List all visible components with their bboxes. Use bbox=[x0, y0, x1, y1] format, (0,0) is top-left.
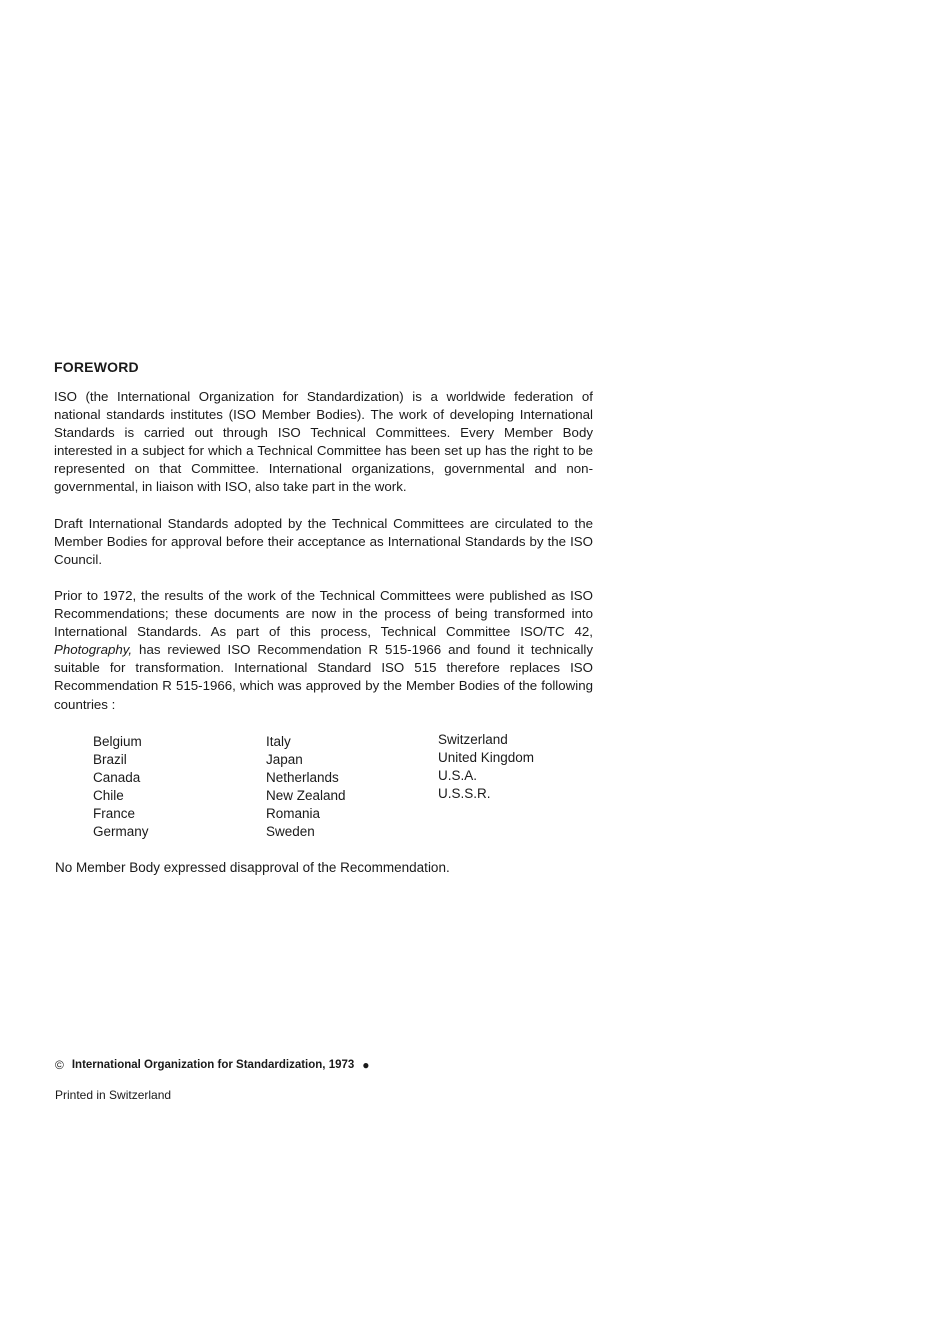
country-item: Germany bbox=[93, 823, 149, 839]
copyright-icon: © bbox=[55, 1058, 64, 1072]
paragraph-3-italic-title: Photography, bbox=[54, 642, 133, 658]
country-item: U.S.S.R. bbox=[438, 785, 491, 801]
country-item: France bbox=[93, 805, 136, 821]
country-item: United Kingdom bbox=[438, 749, 535, 765]
countries-column-1 bbox=[93, 733, 149, 840]
country-item: Romania bbox=[266, 805, 321, 821]
paragraph-3-text-a: Prior to 1972, the results of the work of the Technical Committees were published as ISO Recommendations; these documents are now in the process of being transformed into International Standards. As part of this process, Technical Committee ISO/TC 42, bbox=[54, 588, 593, 640]
countries-column-2 bbox=[266, 733, 346, 840]
paragraph-draft-standards: Draft International Standards adopted by the Technical Committees are circulated to the Member Bodies for approval before their acceptance as International Standards by the ISO Council. bbox=[54, 516, 593, 568]
copyright-text: International Organization for Standardization, 1973 bbox=[71, 1059, 355, 1071]
printed-in-line: Printed in Switzerland bbox=[55, 1088, 172, 1102]
closing-statement: No Member Body expressed disapproval of the Recommendation. bbox=[55, 860, 450, 875]
paragraph-3-text-b: has reviewed ISO Recommendation R 515-1966 and found it technically suitable for transformation. International Standard ISO 515 therefore replaces ISO Recommendation R 515-1966, which was approved by the Member Bodies of the following countries : bbox=[54, 642, 593, 712]
country-item: Netherlands bbox=[266, 769, 339, 785]
paragraph-recommendations bbox=[54, 587, 593, 714]
bullet-icon: ● bbox=[362, 1058, 370, 1072]
copyright-line bbox=[55, 1058, 370, 1072]
country-item: Sweden bbox=[266, 823, 315, 839]
foreword-heading: FOREWORD bbox=[54, 359, 139, 375]
country-item: Italy bbox=[266, 734, 291, 749]
country-item: New Zealand bbox=[266, 787, 346, 803]
countries-column-3 bbox=[438, 731, 534, 803]
country-item: Brazil bbox=[93, 751, 127, 767]
country-item: Switzerland bbox=[438, 732, 508, 747]
country-item: Canada bbox=[93, 769, 141, 785]
country-item: Japan bbox=[266, 751, 303, 767]
country-item: Chile bbox=[93, 787, 124, 803]
country-item: U.S.A. bbox=[438, 767, 478, 783]
country-item: Belgium bbox=[93, 734, 142, 749]
paragraph-iso-intro: ISO (the International Organization for Standardization) is a worldwide federation of national standards institutes (ISO Member Bodies). The work of developing International Standards is carried out through ISO Technical Committees. Every Member Body interested in a subject for which a Technical Committee has been set up has the right to be represented on that Committee. International organizations, governmental and non-governmental, in liaison with ISO, also take part in the work. bbox=[54, 389, 593, 495]
